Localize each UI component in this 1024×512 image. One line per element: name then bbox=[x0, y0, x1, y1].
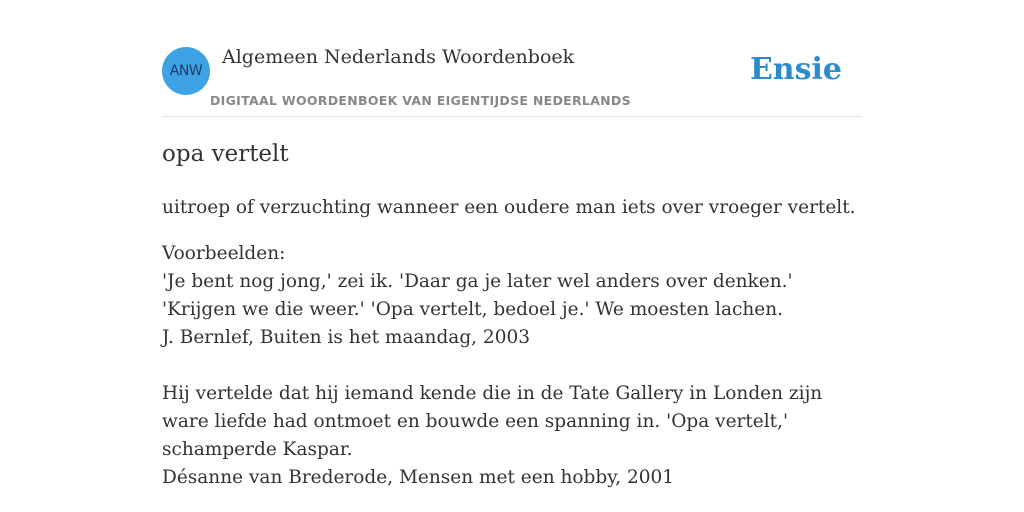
definition-text: uitroep of verzuchting wanneer een oudere man iets over vroeger vertelt. bbox=[162, 197, 856, 218]
entry-content bbox=[162, 138, 867, 512]
example-source: J. Bernlef, Buiten is het maandag, 2003 bbox=[162, 327, 531, 348]
logo-text: ANW bbox=[169, 63, 203, 79]
example-text: 'Je bent nog jong,' zei ik. 'Daar ga je later wel anders over denken.' 'Krijgen we die weer.' 'Opa vertelt, bedoel je.' We moesten lachen. bbox=[162, 271, 793, 320]
site-title[interactable]: Algemeen Nederlands Woordenboek bbox=[222, 46, 575, 68]
example-item bbox=[162, 380, 867, 492]
ensie-brand-logo[interactable]: Ensie bbox=[749, 52, 842, 87]
examples-label: Voorbeelden: bbox=[162, 243, 286, 264]
example-item bbox=[162, 268, 867, 352]
site-subtitle: DIGITAAL WOORDENBOEK VAN EIGENTIJDSE NEDERLANDS bbox=[210, 93, 631, 108]
page-title: opa vertelt bbox=[162, 141, 289, 167]
example-text: Hij vertelde dat hij iemand kende die in de Tate Gallery in Londen zijn ware liefde had ontmoet en bouwde een spanning in. 'Opa vertelt,' schamperde Kaspar. bbox=[162, 383, 823, 460]
anw-logo[interactable] bbox=[162, 47, 210, 95]
example-source: Désanne van Brederode, Mensen met een hobby, 2001 bbox=[162, 467, 675, 488]
site-header bbox=[162, 46, 862, 117]
